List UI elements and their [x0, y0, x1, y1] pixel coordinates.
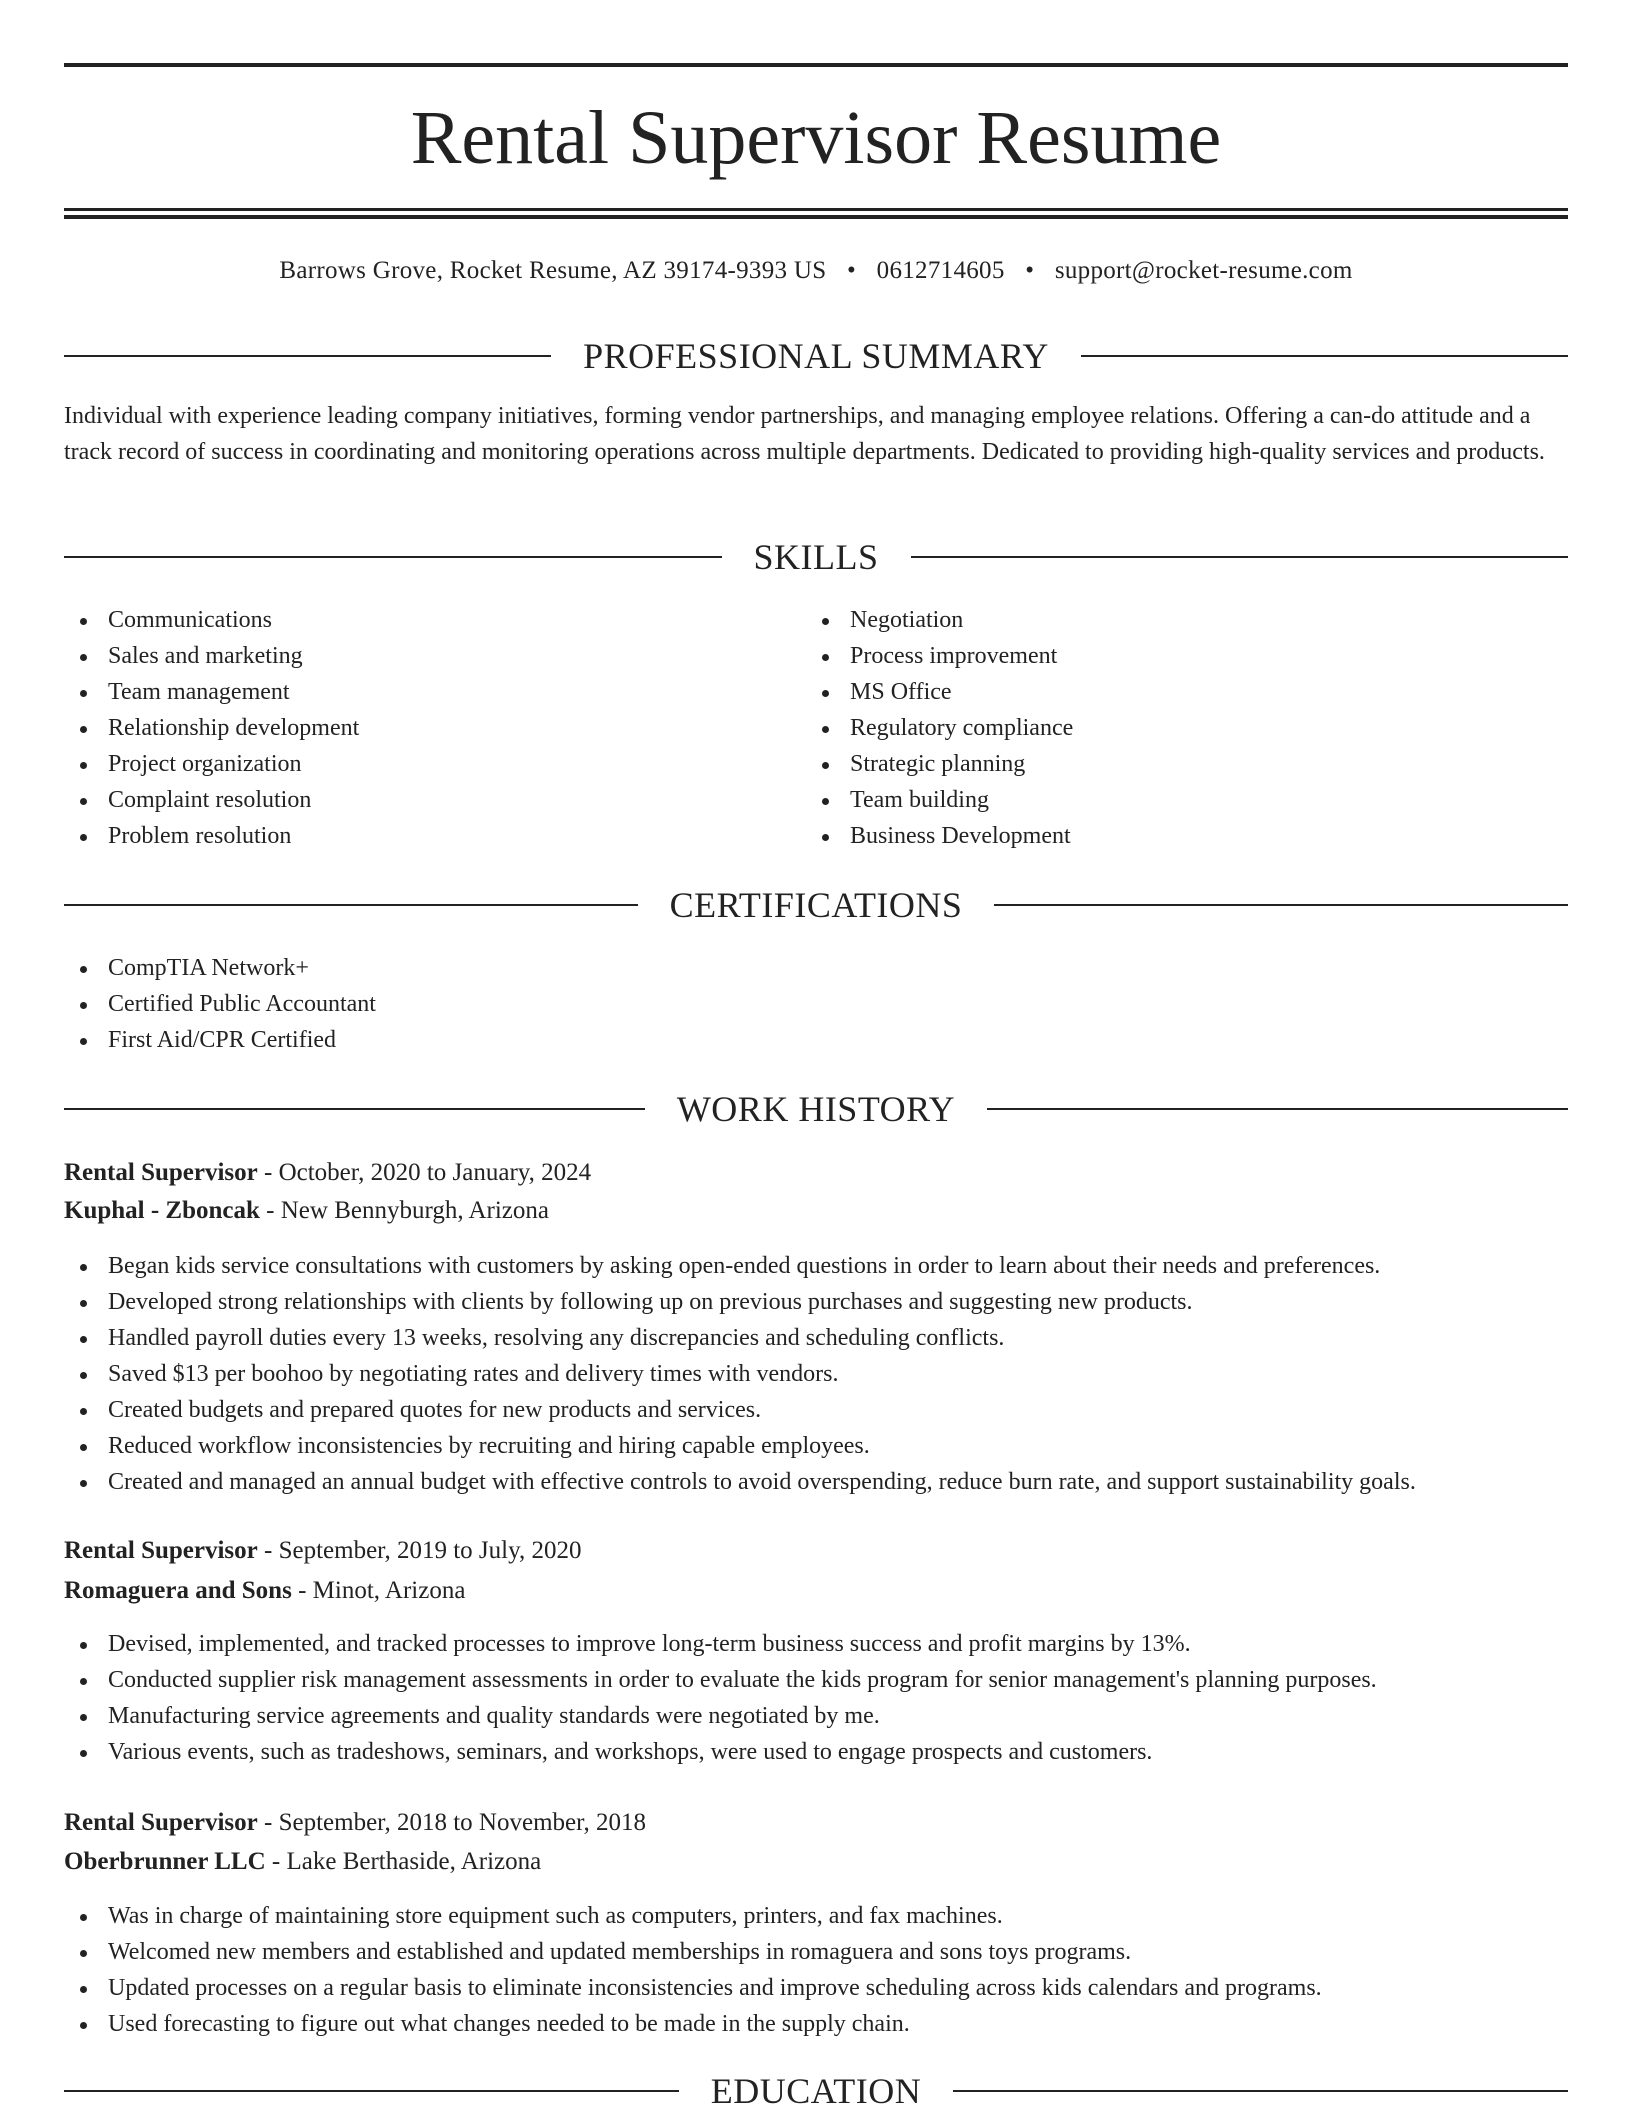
job-duties-list — [64, 1898, 1568, 2042]
skill-item: Project organization — [64, 746, 804, 782]
skill-item: Problem resolution — [64, 818, 804, 854]
certification-item: CompTIA Network+ — [64, 950, 1568, 986]
job-duty-item: Welcomed new members and established and updated memberships in romaguera and sons toys programs. — [64, 1934, 1568, 1970]
top-rule — [64, 63, 1568, 67]
skill-item: Business Development — [806, 818, 1546, 854]
job-company: Romaguera and Sons — [64, 1577, 292, 1604]
section-title-skills: SKILLS — [753, 537, 879, 577]
job-duty-item: Saved $13 per boohoo by negotiating rates and delivery times with vendors. — [64, 1356, 1568, 1392]
job-duty-item: Conducted supplier risk management assessments in order to evaluate the kids program for senior management's planning purposes. — [64, 1662, 1568, 1698]
skill-item: Complaint resolution — [64, 782, 804, 818]
job-duty-item: Handled payroll duties every 13 weeks, resolving any discrepancies and scheduling conflicts. — [64, 1320, 1568, 1356]
section-header-certifications — [64, 883, 1568, 927]
certifications-list — [64, 950, 1568, 1058]
job-title: Rental Supervisor — [64, 1537, 258, 1564]
job-duty-item: Created budgets and prepared quotes for new products and services. — [64, 1392, 1568, 1428]
job-duties-list — [64, 1248, 1568, 1500]
job-company-line — [64, 1843, 1568, 1881]
skill-item: Regulatory compliance — [806, 710, 1546, 746]
section-rule — [994, 904, 1568, 906]
section-title-education: EDUCATION — [710, 2071, 922, 2111]
certification-item: First Aid/CPR Certified — [64, 1022, 1568, 1058]
professional-summary-text: Individual with experience leading company initiatives, forming vendor partnerships, and managing employee relations. Offering a can-do attitude and a track record of success in coordinating and monitoring operations across multiple departments. Dedicated to providing high-quality services and products. — [64, 403, 1545, 465]
section-header-education — [64, 2069, 1568, 2113]
job-location: - New Bennyburgh, Arizona — [259, 1197, 549, 1224]
job-duty-item: Created and managed an annual budget with effective controls to avoid overspending, reduce burn rate, and support sustainability goals. — [64, 1464, 1568, 1500]
job-location: - Lake Berthaside, Arizona — [265, 1848, 542, 1875]
job-company: Oberbrunner LLC — [64, 1848, 266, 1875]
title-rule-lower — [64, 215, 1568, 219]
title-rule-upper — [64, 208, 1568, 211]
job-duty-item: Updated processes on a regular basis to eliminate inconsistencies and improve scheduling across kids calendars and programs. — [64, 1970, 1568, 2006]
section-rule — [64, 556, 722, 558]
section-rule — [64, 1108, 645, 1110]
job-dates: - September, 2019 to July, 2020 — [257, 1537, 582, 1564]
job-title: Rental Supervisor — [64, 1159, 258, 1186]
section-title-summary: PROFESSIONAL SUMMARY — [583, 336, 1049, 376]
job-dates: - September, 2018 to November, 2018 — [257, 1809, 646, 1836]
section-rule — [987, 1108, 1568, 1110]
job-title: Rental Supervisor — [64, 1809, 258, 1836]
contact-separator: • — [847, 257, 857, 284]
skills-list-right — [806, 602, 1546, 854]
skill-item: Communications — [64, 602, 804, 638]
job-location: - Minot, Arizona — [291, 1577, 466, 1604]
skill-item: Negotiation — [806, 602, 1546, 638]
skill-item: Team building — [806, 782, 1546, 818]
skill-item: Relationship development — [64, 710, 804, 746]
skill-item: Strategic planning — [806, 746, 1546, 782]
section-rule — [64, 355, 551, 357]
contact-email: support@rocket-resume.com — [1054, 257, 1353, 284]
job-company: Kuphal - Zboncak — [64, 1197, 260, 1224]
certification-item: Certified Public Accountant — [64, 986, 1568, 1022]
section-rule — [64, 904, 638, 906]
skill-item: Process improvement — [806, 638, 1546, 674]
job-duty-item: Was in charge of maintaining store equipment such as computers, printers, and fax machines. — [64, 1898, 1568, 1934]
skill-item: Sales and marketing — [64, 638, 804, 674]
job-title-line — [64, 1154, 1568, 1192]
skills-list-left — [64, 602, 804, 854]
skill-item: Team management — [64, 674, 804, 710]
job-duty-item: Reduced workflow inconsistencies by recruiting and hiring capable employees. — [64, 1428, 1568, 1464]
job-dates: - October, 2020 to January, 2024 — [257, 1159, 592, 1186]
section-rule — [953, 2090, 1568, 2092]
job-title-line — [64, 1532, 1568, 1570]
job-duty-item: Various events, such as tradeshows, seminars, and workshops, were used to engage prospects and customers. — [64, 1734, 1568, 1770]
section-header-summary — [64, 334, 1568, 378]
section-header-work-history — [64, 1087, 1568, 1131]
job-duty-item: Developed strong relationships with clients by following up on previous purchases and suggesting new products. — [64, 1284, 1568, 1320]
contact-separator: • — [1025, 257, 1035, 284]
section-rule — [911, 556, 1569, 558]
section-header-skills — [64, 535, 1568, 579]
job-duty-item: Manufacturing service agreements and quality standards were negotiated by me. — [64, 1698, 1568, 1734]
section-title-work-history: WORK HISTORY — [676, 1089, 956, 1129]
job-title-line — [64, 1804, 1568, 1842]
contact-phone: 0612714605 — [876, 257, 1005, 284]
job-company-line — [64, 1192, 1568, 1230]
skill-item: MS Office — [806, 674, 1546, 710]
job-duty-item: Began kids service consultations with customers by asking open-ended questions in order to learn about their needs and preferences. — [64, 1248, 1568, 1284]
resume-title: Rental Supervisor Resume — [410, 96, 1222, 180]
job-duty-item: Devised, implemented, and tracked processes to improve long-term business success and profit margins by 13%. — [64, 1626, 1568, 1662]
section-rule — [1081, 355, 1568, 357]
section-rule — [64, 2090, 679, 2092]
contact-address: Barrows Grove, Rocket Resume, AZ 39174-9393 US — [279, 257, 827, 284]
job-duty-item: Used forecasting to figure out what changes needed to be made in the supply chain. — [64, 2006, 1568, 2042]
contact-line — [64, 254, 1568, 288]
job-company-line — [64, 1572, 1568, 1610]
job-duties-list — [64, 1626, 1568, 1770]
section-title-certifications: CERTIFICATIONS — [669, 885, 963, 925]
